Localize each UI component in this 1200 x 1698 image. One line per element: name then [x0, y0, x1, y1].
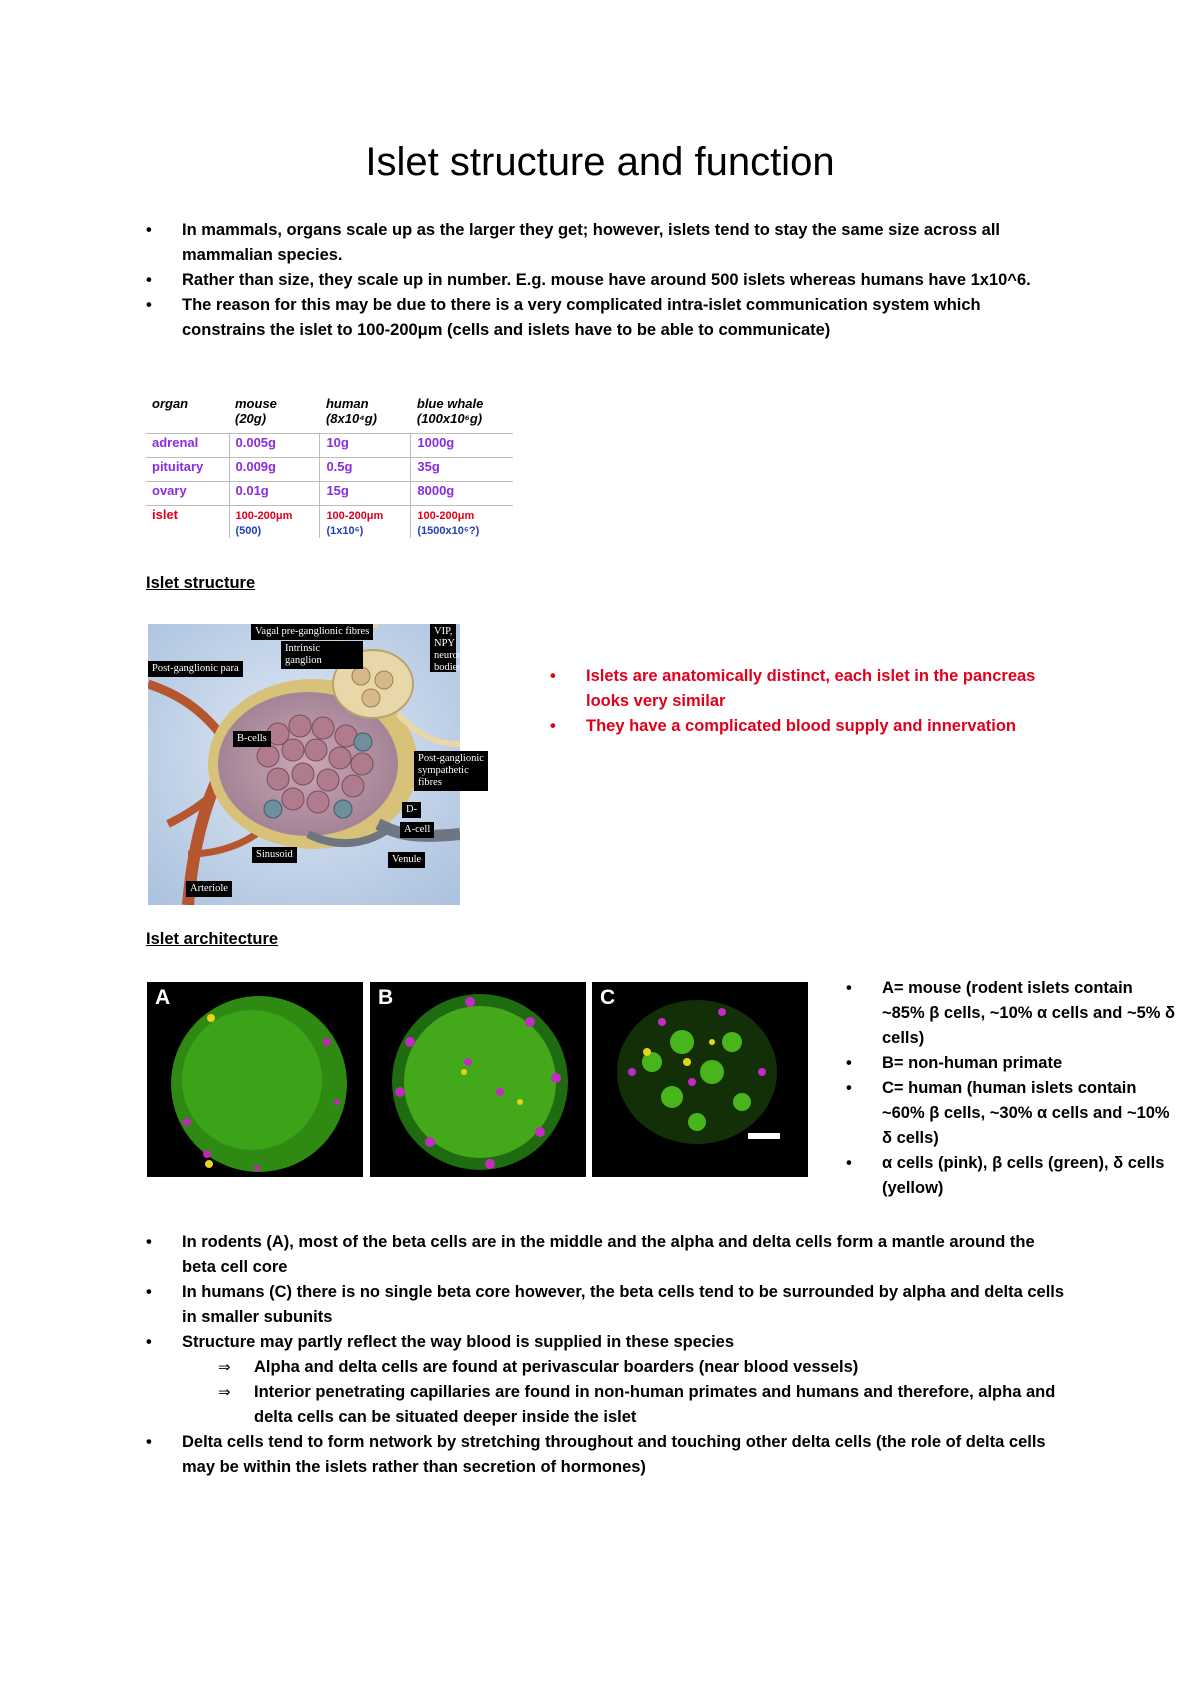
list-item: • A= mouse (rodent islets contain ~85% β cells, ~10% α cells and ~5% δ cells): [846, 976, 1176, 1051]
table-cell: 100-200μm (500): [229, 506, 320, 539]
intro-bullet-list: [146, 218, 1046, 343]
list-item: • C= human (human islets contain ~60% β cells, ~30% α cells and ~10% δ cells): [846, 1076, 1176, 1151]
list-item: • In humans (C) there is no single beta core however, the beta cells tend to be surrounded by alpha and delta cells in smaller subunits: [146, 1280, 1066, 1330]
list-item: • In mammals, organs scale up as the larger they get; however, islets tend to stay the same size across all mammalian species.: [146, 218, 1046, 268]
table-cell: 0.005g: [229, 434, 320, 458]
diagram-label-sinusoid: Sinusoid: [252, 847, 297, 863]
micrograph-a-image: [147, 982, 363, 1177]
table-cell: adrenal: [146, 434, 229, 458]
table-header-row: [146, 395, 513, 434]
list-item: • The reason for this may be due to there is a very complicated intra-islet communication system which constrains the islet to 100-200μm (cells and islets have to be able to communicate): [146, 293, 1046, 343]
micrograph-c-image: [592, 982, 808, 1177]
table-cell: 100-200μm (1x10⁶): [320, 506, 411, 539]
table-cell: 35g: [411, 458, 513, 482]
diagram-label-intrinsic: Intrinsic ganglion: [281, 641, 363, 669]
table-cell: 15g: [320, 482, 411, 506]
list-item: • They have a complicated blood supply and innervation: [550, 714, 1050, 739]
diagram-label-post-ganglionic-sympathetic: Post-ganglionic sympathetic fibres: [414, 751, 488, 791]
table-cell: 0.5g: [320, 458, 411, 482]
diagram-label-a-cell: A-cell: [400, 822, 434, 838]
architecture-bullet-list: [846, 976, 1176, 1201]
table-cell: islet: [146, 506, 229, 539]
islet-structure-diagram: [148, 624, 484, 905]
diagram-label-vagal: Vagal pre-ganglionic fibres: [251, 624, 373, 640]
list-item: ⇒ Alpha and delta cells are found at perivascular boarders (near blood vessels): [146, 1355, 1066, 1380]
organ-size-table: [146, 395, 513, 538]
scale-bar: [748, 1133, 780, 1139]
table-header-cell: organ: [146, 395, 229, 434]
table-header-cell: mouse (20g): [229, 395, 320, 434]
list-item: • B= non-human primate: [846, 1051, 1176, 1076]
table-cell: 1000g: [411, 434, 513, 458]
table-cell: 100-200μm (1500x10⁶?): [411, 506, 513, 539]
list-item: • Rather than size, they scale up in number. E.g. mouse have around 500 islets whereas humans have 1x10^6.: [146, 268, 1046, 293]
list-item: • α cells (pink), β cells (green), δ cells (yellow): [846, 1151, 1176, 1201]
table-cell: 0.009g: [229, 458, 320, 482]
list-item: • Islets are anatomically distinct, each islet in the pancreas looks very similar: [550, 664, 1050, 714]
list-item: • Delta cells tend to form network by stretching throughout and touching other delta cells (the role of delta cells may be within the islets rather than secretion of hormones): [146, 1430, 1066, 1480]
table-row: [146, 506, 513, 539]
page-title: Islet structure and function: [365, 140, 835, 184]
micrograph-letter: B: [378, 986, 394, 1009]
table-cell: ovary: [146, 482, 229, 506]
table-header-cell: human (8x10⁴g): [320, 395, 411, 434]
micrograph-b-image: [370, 982, 586, 1177]
bottom-bullet-list: [146, 1230, 1066, 1480]
diagram-label-vip-npy: VIP, NPY neurone bodies: [430, 624, 456, 672]
diagram-label-b-cells: B-cells: [233, 731, 271, 747]
micrograph-letter: A: [155, 986, 171, 1009]
islet-architecture-heading: Islet architecture: [146, 930, 279, 948]
islet-structure-heading: Islet structure: [146, 574, 256, 592]
diagram-label-d-cell: D-: [402, 802, 421, 818]
table-row: [146, 434, 513, 458]
table-cell: 10g: [320, 434, 411, 458]
diagram-label-venule: Venule: [388, 852, 425, 868]
diagram-label-arteriole: Arteriole: [186, 881, 232, 897]
micrograph-letter: C: [600, 986, 616, 1009]
micrograph-panel-c: [592, 982, 808, 1177]
list-item: • Structure may partly reflect the way blood is supplied in these species: [146, 1330, 1066, 1355]
list-item: • In rodents (A), most of the beta cells are in the middle and the alpha and delta cells form a mantle around the beta cell core: [146, 1230, 1066, 1280]
micrograph-panel-b: [370, 982, 586, 1177]
table-row: [146, 482, 513, 506]
table-header-cell: blue whale (100x10⁶g): [411, 395, 513, 434]
table-row: [146, 458, 513, 482]
table-cell: 8000g: [411, 482, 513, 506]
micrograph-panel-a: [147, 982, 363, 1177]
diagram-label-post-ganglionic-para: Post-ganglionic para: [148, 661, 243, 677]
table-cell: 0.01g: [229, 482, 320, 506]
structure-bullet-list: [550, 664, 1050, 739]
list-item: ⇒ Interior penetrating capillaries are found in non-human primates and humans and therefore, alpha and delta cells can be situated deeper inside the islet: [146, 1380, 1066, 1430]
table-cell: pituitary: [146, 458, 229, 482]
